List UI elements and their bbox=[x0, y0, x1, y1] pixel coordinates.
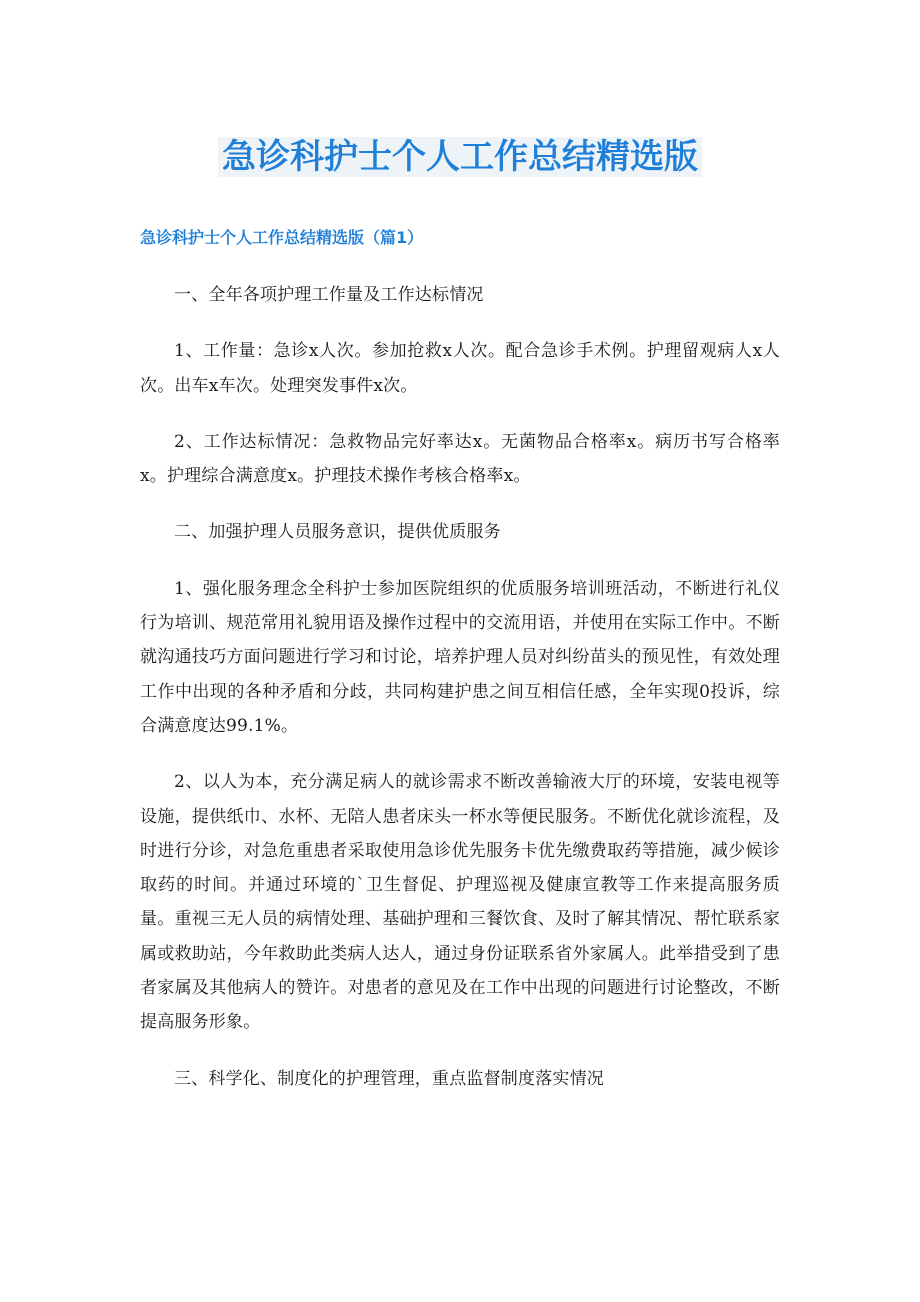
section-subtitle: 急诊科护士个人工作总结精选版（篇1） bbox=[140, 228, 424, 247]
body-paragraph: 1、强化服务理念全科护士参加医院组织的优质服务培训班活动，不断进行礼仪行为培训、规范常用礼貌用语及操作过程中的交流用语，并使用在实际工作中。不断就沟通技巧方面问题进行学习和讨论，培养护理人员对纠纷苗头的预见性，有效处理工作中出现的各种矛盾和分歧，共同构建护患之间互相信任感，全年实现0投诉，综合满意度达99.1%。 bbox=[140, 578, 780, 736]
document-title-text: 急诊科护士个人工作总结精选版 bbox=[218, 137, 702, 177]
heading-paragraph: 三、科学化、制度化的护理管理，重点监督制度落实情况 bbox=[174, 1068, 604, 1089]
body-paragraph: 2、工作达标情况：急救物品完好率达x。无菌物品合格率x。病历书写合格率x。护理综合满意度x。护理技术操作考核合格率x。 bbox=[140, 431, 780, 487]
heading-paragraph: 一、全年各项护理工作量及工作达标情况 bbox=[174, 285, 484, 305]
body-paragraph: 1、工作量：急诊x人次。参加抢救x人次。配合急诊手术例。护理留观病人x人次。出车x车次。处理突发事件x次。 bbox=[140, 341, 780, 396]
body-paragraph: 2、以人为本，充分满足病人的就诊需求不断改善输液大厅的环境，安装电视等设施，提供纸巾、水杯、无陪人患者床头一杯水等便民服务。不断优化就诊流程，及时进行分诊，对急危重患者采取使用急诊优先服务卡优先缴费取药等措施，减少候诊取药的时间。并通过环境的`卫生督促、护理巡视及健康宣教等工作来提高服务质量。重视三无人员的病情处理、基础护理和三餐饮食、及时了解其情况、帮忙联系家属或救助站，今年救助此类病人达人，通过身份证联系省外家属人。此举措受到了患者家属及其他病人的赞许。对患者的意见及在工作中出现的问题进行讨论整改，不断提高服务形象。 bbox=[140, 772, 780, 1033]
document-title bbox=[0, 132, 920, 182]
heading-paragraph: 二、加强护理人员服务意识，提供优质服务 bbox=[174, 522, 501, 543]
document-body bbox=[140, 278, 780, 1118]
